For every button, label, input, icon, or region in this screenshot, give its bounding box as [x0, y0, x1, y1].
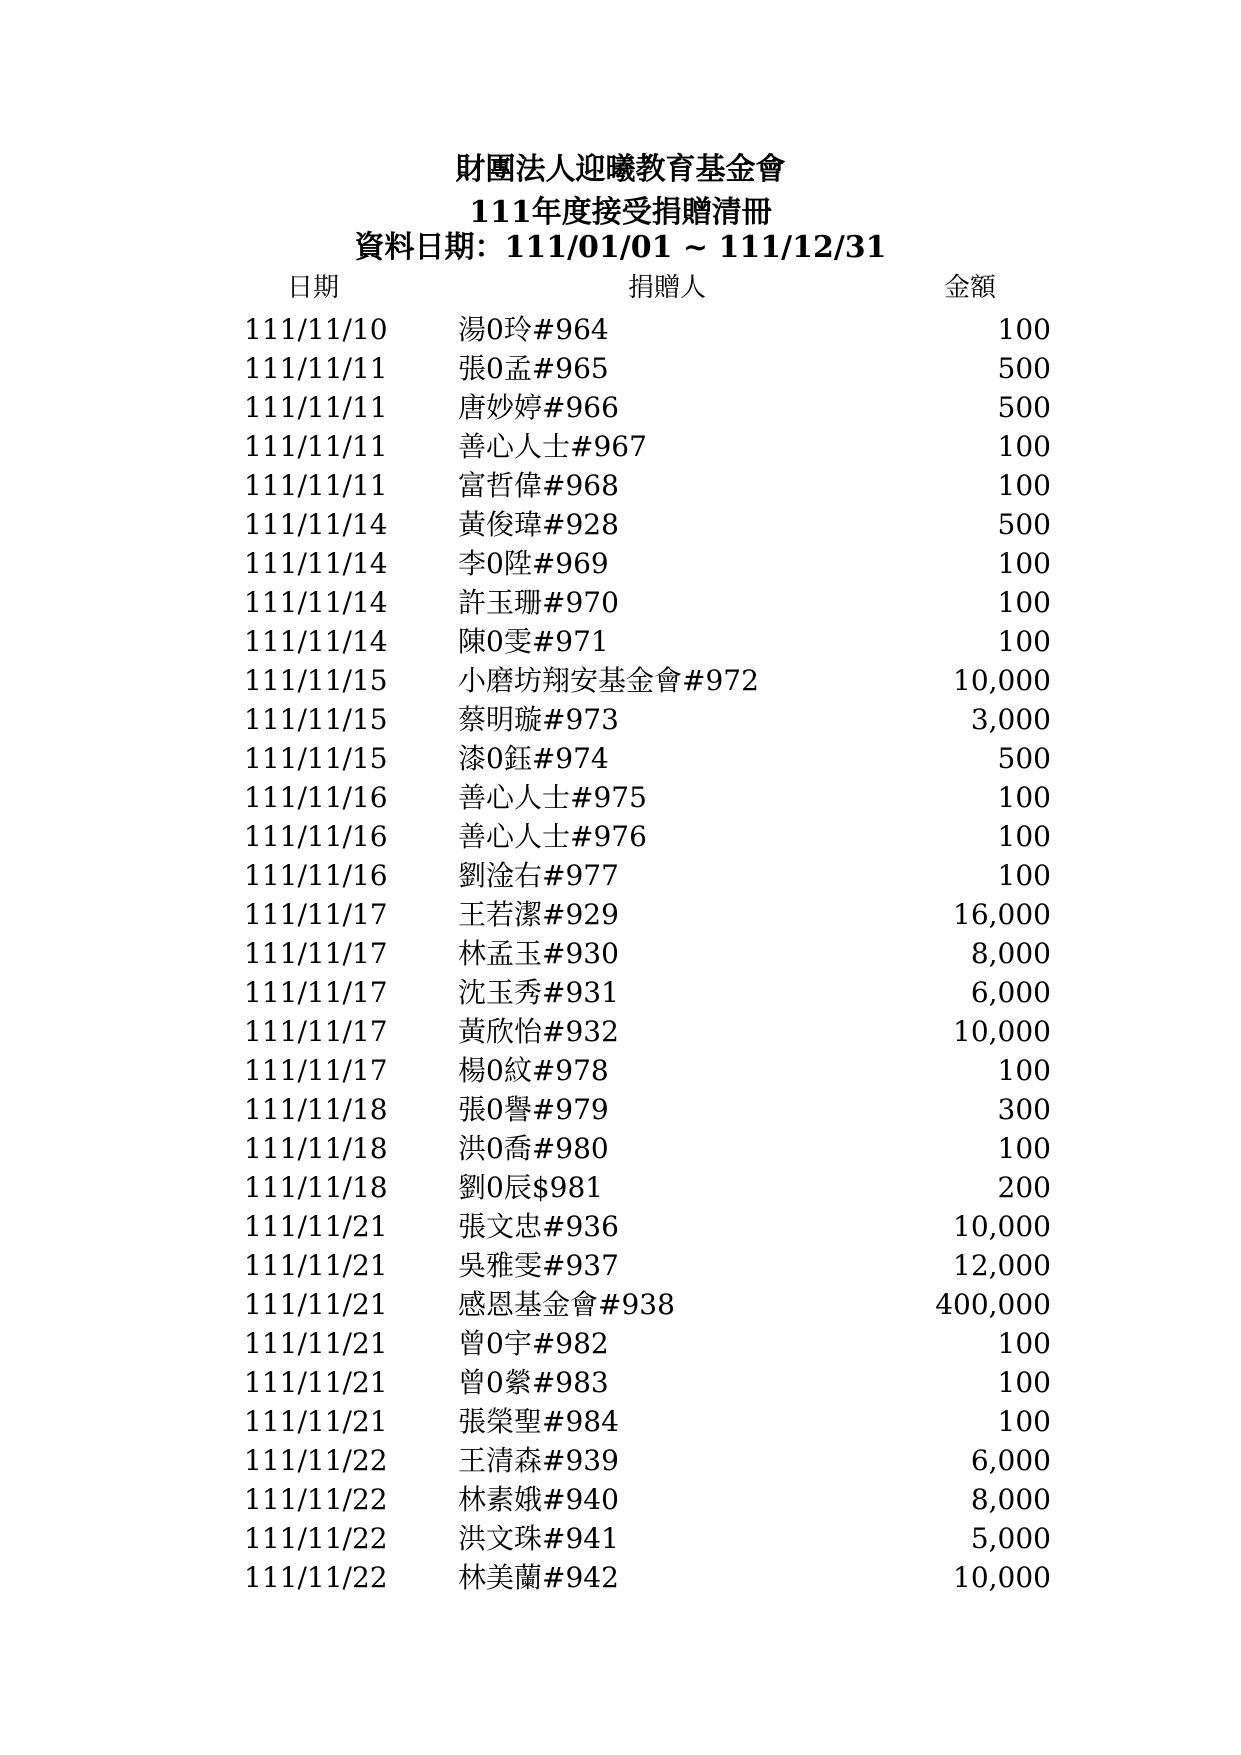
table-row [0, 349, 1241, 388]
row-donor: 湯0玲#964 [458, 313, 609, 346]
row-donor: 富哲偉#968 [458, 469, 619, 502]
row-date: 111/11/18 [244, 1171, 388, 1204]
row-amount: 100 [997, 547, 1051, 580]
organization-title: 財團法人迎曦教育基金會 [455, 152, 786, 187]
table-row [0, 700, 1241, 739]
row-date: 111/11/11 [244, 352, 388, 385]
row-amount: 100 [997, 625, 1051, 658]
row-donor: 陳0雯#971 [458, 625, 609, 658]
row-donor: 王若潔#929 [458, 898, 619, 931]
row-date: 111/11/22 [244, 1522, 388, 1555]
header-donor: 捐贈人 [628, 273, 707, 303]
table-row [0, 427, 1241, 466]
table-row [0, 856, 1241, 895]
row-amount: 100 [997, 820, 1051, 853]
table-row [0, 466, 1241, 505]
row-donor: 張0孟#965 [458, 352, 609, 385]
row-amount: 100 [997, 1366, 1051, 1399]
row-date: 111/11/22 [244, 1561, 388, 1594]
row-donor: 洪文珠#941 [458, 1522, 619, 1555]
table-row [0, 1285, 1241, 1324]
row-date: 111/11/11 [244, 469, 388, 502]
row-date: 111/11/10 [244, 313, 388, 346]
row-donor: 漆0鈺#974 [458, 742, 609, 775]
row-amount: 500 [997, 508, 1051, 541]
row-amount: 3,000 [970, 703, 1051, 736]
header-date: 日期 [287, 273, 340, 303]
row-amount: 100 [997, 1054, 1051, 1087]
row-date: 111/11/18 [244, 1093, 388, 1126]
table-row [0, 310, 1241, 349]
table-row [0, 544, 1241, 583]
row-donor: 張文忠#936 [458, 1210, 619, 1243]
row-amount: 10,000 [953, 1210, 1051, 1243]
table-row [0, 1207, 1241, 1246]
row-amount: 100 [997, 430, 1051, 463]
table-row [0, 1324, 1241, 1363]
row-donor: 善心人士#975 [458, 781, 647, 814]
row-date: 111/11/14 [244, 547, 388, 580]
table-row [0, 622, 1241, 661]
row-donor: 吳雅雯#937 [458, 1249, 619, 1282]
row-date: 111/11/21 [244, 1327, 388, 1360]
row-amount: 200 [997, 1171, 1051, 1204]
row-amount: 500 [997, 352, 1051, 385]
row-amount: 16,000 [953, 898, 1051, 931]
row-donor: 張0譽#979 [458, 1093, 609, 1126]
row-donor: 劉淦右#977 [458, 859, 619, 892]
row-date: 111/11/14 [244, 508, 388, 541]
row-date: 111/11/14 [244, 625, 388, 658]
donation-table-body [0, 310, 1241, 1597]
report-title: 111年度接受捐贈清冊 [469, 195, 772, 230]
row-amount: 100 [997, 859, 1051, 892]
row-date: 111/11/15 [244, 664, 388, 697]
table-row [0, 388, 1241, 427]
table-row [0, 583, 1241, 622]
row-amount: 10,000 [953, 1561, 1051, 1594]
row-date: 111/11/21 [244, 1249, 388, 1282]
row-date: 111/11/21 [244, 1405, 388, 1438]
row-donor: 王清森#939 [458, 1444, 619, 1477]
row-donor: 林素娥#940 [458, 1483, 619, 1516]
table-row [0, 1402, 1241, 1441]
row-date: 111/11/17 [244, 1015, 388, 1048]
row-date: 111/11/21 [244, 1288, 388, 1321]
row-donor: 林美蘭#942 [458, 1561, 619, 1594]
row-date: 111/11/22 [244, 1444, 388, 1477]
table-row [0, 1012, 1241, 1051]
row-amount: 100 [997, 469, 1051, 502]
table-row [0, 1558, 1241, 1597]
row-donor: 唐妙婷#966 [458, 391, 619, 424]
row-donor: 小磨坊翔安基金會#972 [458, 664, 759, 697]
row-amount: 8,000 [970, 937, 1051, 970]
row-donor: 許玉珊#970 [458, 586, 619, 619]
row-donor: 劉0辰$981 [458, 1171, 604, 1204]
row-date: 111/11/18 [244, 1132, 388, 1165]
row-donor: 善心人士#976 [458, 820, 647, 853]
row-donor: 黃俊瑋#928 [458, 508, 619, 541]
row-donor: 張榮聖#984 [458, 1405, 619, 1438]
row-amount: 6,000 [970, 1444, 1051, 1477]
row-amount: 100 [997, 1132, 1051, 1165]
row-date: 111/11/17 [244, 976, 388, 1009]
table-row [0, 778, 1241, 817]
table-row [0, 739, 1241, 778]
table-row [0, 661, 1241, 700]
table-row [0, 817, 1241, 856]
row-donor: 洪0喬#980 [458, 1132, 609, 1165]
header-amount: 金額 [944, 273, 997, 303]
row-date: 111/11/21 [244, 1210, 388, 1243]
row-date: 111/11/11 [244, 391, 388, 424]
row-amount: 10,000 [953, 1015, 1051, 1048]
row-amount: 400,000 [935, 1288, 1051, 1321]
table-row [0, 1363, 1241, 1402]
row-donor: 蔡明璇#973 [458, 703, 619, 736]
row-amount: 500 [997, 391, 1051, 424]
row-date: 111/11/15 [244, 703, 388, 736]
row-donor: 曾0縈#983 [458, 1366, 609, 1399]
row-donor: 楊0紋#978 [458, 1054, 609, 1087]
row-amount: 100 [997, 1405, 1051, 1438]
table-row [0, 1168, 1241, 1207]
table-row [0, 934, 1241, 973]
row-amount: 6,000 [970, 976, 1051, 1009]
row-donor: 林孟玉#930 [458, 937, 619, 970]
date-range-title: 資料日期：111/01/01 ~ 111/12/31 [354, 230, 887, 265]
row-amount: 100 [997, 781, 1051, 814]
row-donor: 沈玉秀#931 [458, 976, 619, 1009]
row-date: 111/11/17 [244, 937, 388, 970]
row-donor: 黃欣怡#932 [458, 1015, 619, 1048]
row-amount: 500 [997, 742, 1051, 775]
row-amount: 100 [997, 313, 1051, 346]
row-date: 111/11/15 [244, 742, 388, 775]
row-amount: 5,000 [970, 1522, 1051, 1555]
table-row [0, 1480, 1241, 1519]
row-donor: 曾0宇#982 [458, 1327, 609, 1360]
row-amount: 10,000 [953, 664, 1051, 697]
row-date: 111/11/16 [244, 781, 388, 814]
row-amount: 100 [997, 586, 1051, 619]
row-donor: 感恩基金會#938 [458, 1288, 675, 1321]
row-date: 111/11/16 [244, 820, 388, 853]
row-donor: 善心人士#967 [458, 430, 647, 463]
row-date: 111/11/22 [244, 1483, 388, 1516]
row-date: 111/11/11 [244, 430, 388, 463]
table-row [0, 505, 1241, 544]
row-date: 111/11/14 [244, 586, 388, 619]
row-donor: 李0陞#969 [458, 547, 609, 580]
table-row [0, 973, 1241, 1012]
table-row [0, 1441, 1241, 1480]
row-amount: 300 [997, 1093, 1051, 1126]
row-amount: 100 [997, 1327, 1051, 1360]
table-row [0, 895, 1241, 934]
table-row [0, 1519, 1241, 1558]
table-row [0, 1129, 1241, 1168]
row-amount: 12,000 [953, 1249, 1051, 1282]
table-row [0, 1246, 1241, 1285]
row-date: 111/11/17 [244, 898, 388, 931]
table-row [0, 1090, 1241, 1129]
row-date: 111/11/21 [244, 1366, 388, 1399]
row-date: 111/11/16 [244, 859, 388, 892]
row-amount: 8,000 [970, 1483, 1051, 1516]
table-row [0, 1051, 1241, 1090]
row-date: 111/11/17 [244, 1054, 388, 1087]
table-header [0, 270, 1241, 306]
